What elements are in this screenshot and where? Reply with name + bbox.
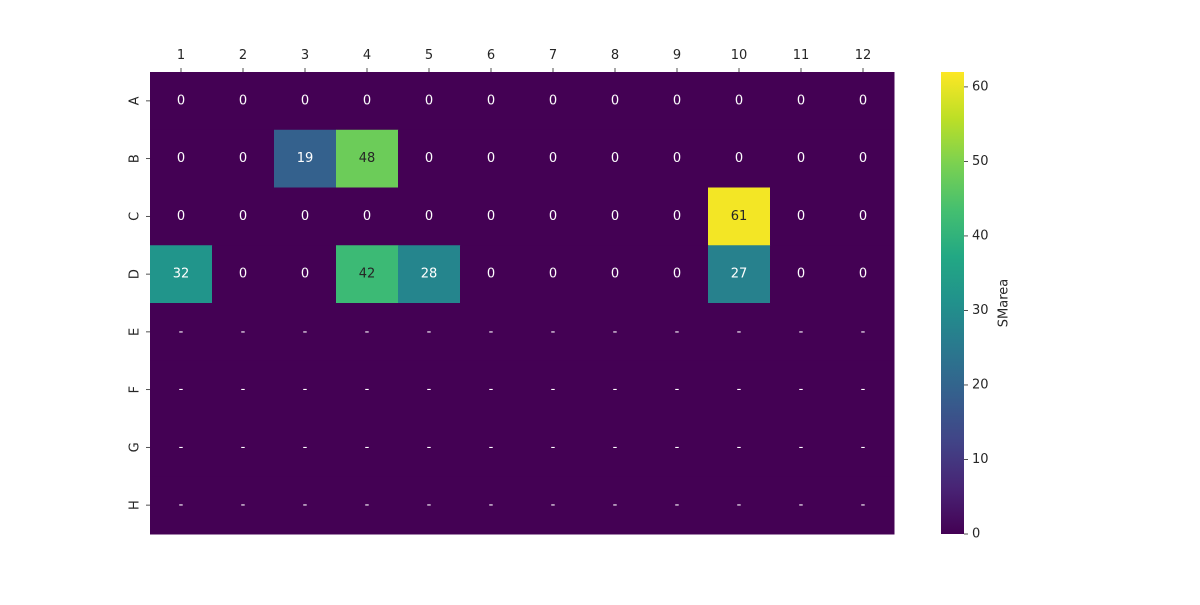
y-axis-ticks xyxy=(128,96,151,510)
cell-value-label-G1: - xyxy=(178,439,184,455)
cell-value-label-F3: - xyxy=(302,382,308,398)
y-tick-label-E: E xyxy=(127,327,143,336)
cell-value-label-F11: - xyxy=(798,382,804,398)
cell-value-label-G8: - xyxy=(612,439,618,455)
colorbar-label: SMarea xyxy=(996,278,1012,328)
x-tick-label-5: 5 xyxy=(424,48,434,63)
cell-value-label-A2: 0 xyxy=(238,93,248,109)
cell-value-label-D4: 42 xyxy=(358,266,376,282)
cell-value-label-D11: 0 xyxy=(796,266,806,282)
cell-value-label-G9: - xyxy=(674,439,680,455)
colorbar-tick-label-60: 60 xyxy=(972,79,989,95)
cell-value-label-H9: - xyxy=(674,497,680,513)
x-tick-label-6: 6 xyxy=(486,48,496,63)
cell-value-label-E8: - xyxy=(612,324,618,340)
x-tick-label-10: 10 xyxy=(730,48,748,63)
cell-value-label-H10: - xyxy=(736,497,742,513)
x-tick-label-9: 9 xyxy=(672,48,682,63)
x-axis-ticks xyxy=(177,48,871,72)
cell-value-label-D10: 27 xyxy=(730,266,748,282)
cell-value-label-D6: 0 xyxy=(486,266,496,282)
colorbar-tick-label-10: 10 xyxy=(972,451,989,467)
cell-value-label-F5: - xyxy=(426,382,432,398)
cell-value-label-F9: - xyxy=(674,382,680,398)
cell-value-label-G4: - xyxy=(364,439,370,455)
cell-value-label-H5: - xyxy=(426,497,432,513)
cell-value-label-B7: 0 xyxy=(548,151,558,167)
cell-value-label-G12: - xyxy=(860,439,866,455)
colorbar-gradient xyxy=(941,72,964,534)
cell-value-label-H6: - xyxy=(488,497,494,513)
cell-value-label-F4: - xyxy=(364,382,370,398)
colorbar-tick-label-50: 50 xyxy=(972,153,989,169)
cell-value-label-F6: - xyxy=(488,382,494,398)
cell-value-label-B11: 0 xyxy=(796,151,806,167)
cell-value-label-A8: 0 xyxy=(610,93,620,109)
y-tick-label-A: A xyxy=(127,96,143,106)
cell-value-label-C9: 0 xyxy=(672,208,682,224)
cell-value-label-G2: - xyxy=(240,439,246,455)
cell-value-label-G5: - xyxy=(426,439,432,455)
cell-value-label-A12: 0 xyxy=(858,93,868,109)
colorbar-tick-label-0: 0 xyxy=(972,526,981,542)
cell-value-label-C3: 0 xyxy=(300,208,310,224)
cell-value-label-B3: 19 xyxy=(296,151,314,167)
cell-value-label-E5: - xyxy=(426,324,432,340)
cell-value-label-H11: - xyxy=(798,497,804,513)
cell-value-label-B4: 48 xyxy=(358,151,376,167)
y-tick-label-F: F xyxy=(127,385,143,394)
x-tick-label-1: 1 xyxy=(176,48,186,63)
x-tick-label-3: 3 xyxy=(300,48,310,63)
x-tick-label-12: 12 xyxy=(854,48,872,63)
cell-value-label-G7: - xyxy=(550,439,556,455)
y-tick-label-B: B xyxy=(127,154,143,164)
cell-value-label-A10: 0 xyxy=(734,93,744,109)
cell-value-label-E3: - xyxy=(302,324,308,340)
cell-value-label-D8: 0 xyxy=(610,266,620,282)
cell-value-label-B8: 0 xyxy=(610,151,620,167)
y-tick-label-H: H xyxy=(127,500,143,511)
x-tick-label-2: 2 xyxy=(238,48,248,63)
cell-value-label-D3: 0 xyxy=(300,266,310,282)
cell-value-label-C6: 0 xyxy=(486,208,496,224)
cell-value-label-A5: 0 xyxy=(424,93,434,109)
cell-value-label-A1: 0 xyxy=(176,93,186,109)
cell-value-label-H4: - xyxy=(364,497,370,513)
cell-value-label-H2: - xyxy=(240,497,246,513)
x-tick-label-11: 11 xyxy=(792,48,810,63)
cell-value-label-A11: 0 xyxy=(796,93,806,109)
cell-value-label-D9: 0 xyxy=(672,266,682,282)
x-tick-label-8: 8 xyxy=(610,48,620,63)
cell-value-label-C2: 0 xyxy=(238,208,248,224)
colorbar-tick-label-40: 40 xyxy=(972,228,989,244)
y-tick-label-C: C xyxy=(127,211,143,221)
cell-value-label-B12: 0 xyxy=(858,151,868,167)
cell-value-label-H1: - xyxy=(178,497,184,513)
cell-value-label-E12: - xyxy=(860,324,866,340)
cell-value-label-A3: 0 xyxy=(300,93,310,109)
colorbar xyxy=(941,72,1012,542)
x-tick-label-4: 4 xyxy=(362,48,372,63)
cell-value-label-E2: - xyxy=(240,324,246,340)
colorbar-tick-label-30: 30 xyxy=(972,302,989,318)
cell-value-label-D1: 32 xyxy=(172,266,190,282)
cell-value-label-F12: - xyxy=(860,382,866,398)
cell-value-label-G6: - xyxy=(488,439,494,455)
colorbar-tick-label-20: 20 xyxy=(972,377,989,393)
cell-value-label-F2: - xyxy=(240,382,246,398)
cell-value-label-A4: 0 xyxy=(362,93,372,109)
cell-value-label-B1: 0 xyxy=(176,151,186,167)
cell-value-label-D7: 0 xyxy=(548,266,558,282)
cell-value-label-F1: - xyxy=(178,382,184,398)
cell-value-label-C12: 0 xyxy=(858,208,868,224)
cell-value-label-E9: - xyxy=(674,324,680,340)
cell-value-label-F8: - xyxy=(612,382,618,398)
cell-value-label-C5: 0 xyxy=(424,208,434,224)
cell-value-label-E7: - xyxy=(550,324,556,340)
cell-value-label-C7: 0 xyxy=(548,208,558,224)
cell-value-label-D12: 0 xyxy=(858,266,868,282)
y-tick-label-G: G xyxy=(127,442,143,453)
cell-value-label-B5: 0 xyxy=(424,151,434,167)
cell-value-label-G10: - xyxy=(736,439,742,455)
cell-value-label-F10: - xyxy=(736,382,742,398)
cell-value-label-E6: - xyxy=(488,324,494,340)
cell-value-label-A9: 0 xyxy=(672,93,682,109)
y-tick-label-D: D xyxy=(127,269,143,280)
cell-value-label-C4: 0 xyxy=(362,208,372,224)
cell-value-label-C1: 0 xyxy=(176,208,186,224)
cell-value-label-G11: - xyxy=(798,439,804,455)
cell-value-label-B9: 0 xyxy=(672,151,682,167)
cell-value-label-E4: - xyxy=(364,324,370,340)
heatmap-cells xyxy=(150,72,895,535)
cell-value-label-A6: 0 xyxy=(486,93,496,109)
cell-value-label-B2: 0 xyxy=(238,151,248,167)
cell-value-label-E1: - xyxy=(178,324,184,340)
cell-value-label-A7: 0 xyxy=(548,93,558,109)
cell-value-label-E11: - xyxy=(798,324,804,340)
cell-value-label-B10: 0 xyxy=(734,151,744,167)
cell-value-label-F7: - xyxy=(550,382,556,398)
cell-value-label-D5: 28 xyxy=(420,266,438,282)
x-tick-label-7: 7 xyxy=(548,48,558,63)
cell-value-label-G3: - xyxy=(302,439,308,455)
cell-value-label-C10: 61 xyxy=(730,208,748,224)
cell-value-label-C8: 0 xyxy=(610,208,620,224)
cell-value-label-H7: - xyxy=(550,497,556,513)
cell-value-label-H8: - xyxy=(612,497,618,513)
cell-value-label-E10: - xyxy=(736,324,742,340)
cell-value-label-C11: 0 xyxy=(796,208,806,224)
cell-value-label-H12: - xyxy=(860,497,866,513)
cell-value-label-D2: 0 xyxy=(238,266,248,282)
cell-value-label-B6: 0 xyxy=(486,151,496,167)
cell-value-label-H3: - xyxy=(302,497,308,513)
